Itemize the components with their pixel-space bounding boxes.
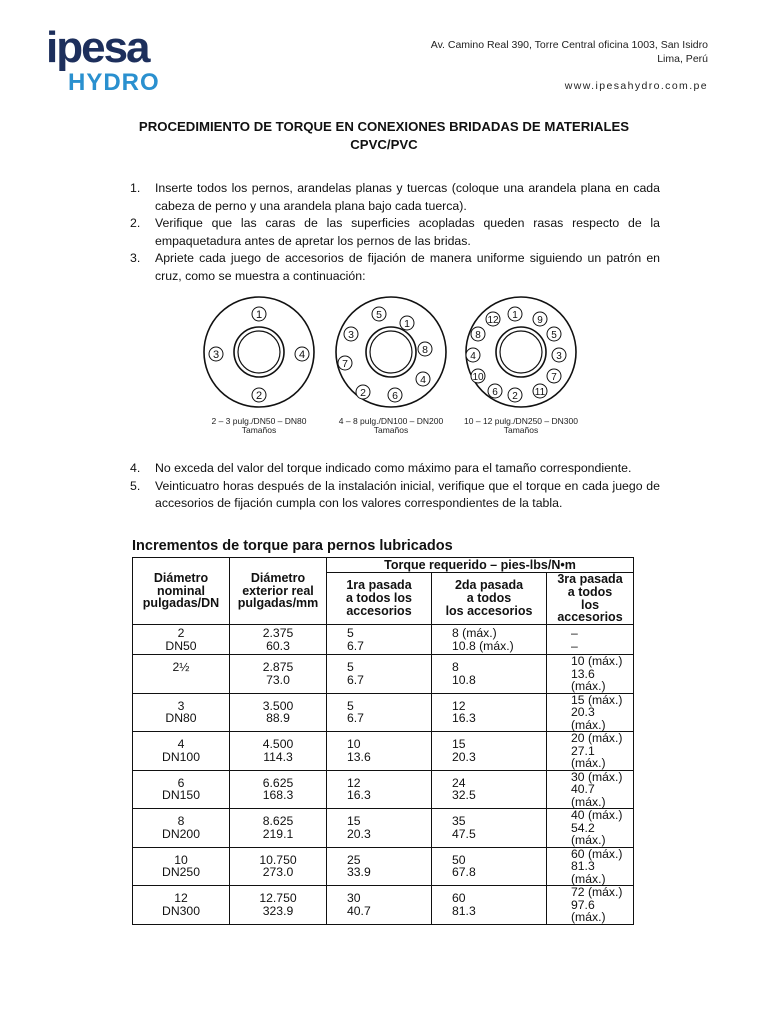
step-number: 3.	[130, 251, 141, 265]
cell-line: 13.6 (máx.)	[571, 666, 606, 694]
cell-line: 25	[347, 852, 361, 867]
flange-diagram-4-bolt	[196, 296, 322, 408]
cell-line: 81.3	[452, 903, 476, 918]
cell-line: DN80	[165, 711, 197, 726]
address-line-2: Lima, Perú	[657, 53, 708, 65]
figure-caption	[458, 417, 584, 435]
cell-line: 6.625	[262, 775, 294, 790]
bolt-label: 6	[492, 387, 498, 398]
step-number: 5.	[130, 478, 141, 493]
cell-line: 20.3	[452, 749, 476, 764]
bolt-label: 3	[556, 351, 562, 362]
company-logo	[46, 23, 176, 98]
table-cell	[547, 655, 634, 694]
table-row	[133, 655, 634, 694]
cell-line: 27.1 (máx.)	[571, 743, 606, 771]
header-line: 3ra pasada	[557, 572, 623, 586]
bolt-label: 1	[512, 310, 518, 321]
cell-line: 5	[347, 660, 354, 675]
cell-line: 8.625	[262, 814, 294, 829]
step-text: Veinticuatro horas después de la instalación inicial, verifique que el torque en cada juego de accesorios de fijación cumpla con los valores correspondientes de la tabla.	[155, 478, 660, 510]
header-outer-diameter	[230, 558, 327, 625]
cell-line: 40.7 (máx.)	[571, 782, 606, 809]
table-cell	[230, 732, 327, 771]
cell-line: 60.3	[266, 638, 290, 653]
cell-line: 8 (máx.)	[452, 626, 497, 641]
bolt-label: 10	[472, 372, 484, 383]
table-cell	[327, 770, 432, 809]
cell-line: 6.7	[347, 672, 364, 687]
bolt-label: 9	[537, 315, 543, 326]
header-line: a todos	[466, 591, 512, 606]
bolt-label: 2	[255, 390, 263, 402]
cell-line: 15	[347, 814, 361, 829]
header-line: 1ra pasada	[346, 578, 412, 593]
step-item	[130, 478, 660, 513]
table-cell	[547, 732, 634, 771]
cell-line: 10.8 (máx.)	[452, 638, 514, 653]
cell-line: 323.9	[262, 903, 294, 918]
header-line: pulgadas/DN	[142, 596, 220, 611]
table-cell	[133, 693, 230, 732]
caption-size: 10 – 12 pulg./DN250 – DN300	[464, 416, 578, 426]
caption-size: 2 – 3 pulg./DN50 – DN80	[211, 416, 307, 426]
cell-line: 13.6	[347, 749, 371, 764]
bolt-label: 7	[551, 372, 557, 383]
step-number: 2.	[130, 216, 141, 230]
table-cell	[327, 655, 432, 694]
cell-line: –	[571, 638, 578, 653]
cell-line: 12.750	[259, 891, 297, 906]
table-cell	[432, 732, 547, 771]
cell-line: 10.750	[259, 852, 297, 867]
header-third-pass	[547, 573, 634, 625]
bolt-label: 4	[470, 351, 476, 362]
step-item	[130, 215, 660, 250]
table-cell	[547, 847, 634, 886]
cell-line: 8	[452, 660, 459, 675]
caption-label: Tamaños	[241, 425, 277, 435]
cell-line: 16.3	[452, 711, 476, 726]
figure-caption	[196, 417, 322, 435]
logo-word-hydro: HYDRO	[68, 69, 160, 96]
cell-line: 24	[452, 775, 466, 790]
caption-size: 4 – 8 pulg./DN100 – DN200	[338, 416, 444, 426]
table-cell	[432, 847, 547, 886]
table-cell	[230, 847, 327, 886]
table-cell	[432, 625, 547, 655]
header-line: 2da pasada	[454, 578, 524, 593]
step-text: No exceda del valor del torque indicado como máximo para el tamaño correspondiente.	[155, 461, 632, 475]
table-cell	[547, 809, 634, 848]
cell-line: 2.875	[262, 660, 294, 675]
table-cell	[230, 655, 327, 694]
bolt-label: 3	[348, 329, 354, 341]
table-cell	[547, 886, 634, 925]
table-header-row	[133, 558, 634, 573]
step-item	[130, 460, 660, 478]
cell-line: 50	[452, 852, 466, 867]
steps-list-a	[130, 180, 660, 285]
cell-line: 60 (máx.)	[571, 846, 623, 861]
cell-line: 20.3	[347, 826, 371, 841]
table-cell	[432, 655, 547, 694]
cell-line: 60	[452, 891, 466, 906]
step-item	[130, 250, 660, 285]
table-cell	[133, 886, 230, 925]
cell-line: 10.8	[452, 672, 476, 687]
table-cell	[547, 770, 634, 809]
table-row	[133, 693, 634, 732]
bolt-label: 2	[360, 387, 366, 399]
table-cell	[547, 625, 634, 655]
step-number: 1.	[130, 181, 141, 195]
caption-label: Tamaños	[373, 425, 409, 435]
header-second-pass	[432, 573, 547, 625]
table-row	[133, 886, 634, 925]
header-line: Diámetro	[153, 570, 209, 585]
table-cell	[133, 809, 230, 848]
cell-line: 114.3	[263, 749, 293, 764]
cell-line: 40 (máx.)	[571, 808, 623, 823]
cell-line: 20.3 (máx.)	[571, 705, 606, 732]
cell-line: 6.7	[347, 711, 364, 726]
caption-label: Tamaños	[503, 425, 539, 435]
cell-line: 2	[177, 626, 185, 641]
bolt-label: 5	[551, 330, 557, 341]
cell-line: 30	[347, 891, 361, 906]
title-line-1: PROCEDIMIENTO DE TORQUE EN CONEXIONES BRIDADAS DE MATERIALES	[138, 119, 630, 134]
table-cell	[133, 770, 230, 809]
table-row	[133, 732, 634, 771]
step-item	[130, 180, 660, 215]
table-cell	[133, 732, 230, 771]
header-line: exterior real	[242, 583, 314, 598]
step-number: 4.	[130, 461, 141, 475]
cell-line: 3	[177, 698, 185, 713]
table-cell	[230, 809, 327, 848]
table-cell	[327, 886, 432, 925]
cell-line: 10	[347, 737, 361, 752]
cell-line: 72 (máx.)	[571, 885, 623, 900]
cell-line: 12	[452, 698, 466, 713]
cell-line: DN300	[162, 903, 200, 918]
cell-line: 47.5	[452, 826, 476, 841]
header-line: accesorios	[346, 603, 412, 618]
cell-line: 2½	[172, 660, 190, 675]
company-website: www.ipesahydro.com.pe	[564, 80, 708, 92]
cell-line: 219.1	[262, 826, 294, 841]
table-title: Incrementos de torque para pernos lubricados	[132, 538, 453, 554]
table-cell	[432, 770, 547, 809]
logo-word-ipesa: ipesa	[46, 23, 149, 72]
table-cell	[432, 886, 547, 925]
cell-line: 10 (máx.)	[571, 654, 623, 669]
bolt-label: 1	[404, 318, 410, 330]
table-cell	[230, 693, 327, 732]
cell-line: 5	[347, 626, 354, 641]
cell-line: 273.0	[262, 865, 294, 880]
table-cell	[547, 693, 634, 732]
header-nominal-diameter	[133, 558, 230, 625]
cell-line: 12	[174, 891, 188, 906]
cell-line: 88.9	[266, 711, 290, 726]
step-text: Inserte todos los pernos, arandelas planas y tuercas (coloque una arandela plana en cada cabeza de perno y una arandela plana bajo cada tuerca).	[155, 181, 660, 213]
company-address	[431, 38, 708, 66]
figure-caption	[328, 417, 454, 435]
cell-line: 16.3	[347, 788, 371, 803]
table-row	[133, 847, 634, 886]
table-cell	[230, 625, 327, 655]
table-cell	[327, 809, 432, 848]
header-line: a todos	[567, 584, 613, 599]
flange-diagram-12-bolt	[458, 296, 584, 408]
cell-line: –	[571, 626, 578, 641]
bolt-label: 8	[422, 344, 428, 356]
cell-line: 6.7	[347, 638, 364, 653]
cell-line: 6	[177, 775, 185, 790]
step-text: Apriete cada juego de accesorios de fijación de manera uniforme siguiendo un patrón en cruz, como se muestra a continuación:	[155, 251, 660, 283]
bolt-label: 4	[420, 374, 426, 386]
cell-line: 20 (máx.)	[571, 731, 623, 746]
table-cell	[230, 886, 327, 925]
cell-line: DN250	[162, 865, 200, 880]
cell-line: DN50	[165, 638, 197, 653]
table-cell	[432, 693, 547, 732]
header-line: nominal	[157, 583, 205, 598]
header-line: los accesorios	[445, 603, 533, 618]
cell-line: 33.9	[347, 865, 371, 880]
cell-line: 30 (máx.)	[571, 769, 623, 784]
table-cell	[133, 655, 230, 694]
cell-line: 12	[347, 775, 361, 790]
bolt-pattern-diagrams	[196, 296, 586, 441]
cell-line: 10	[174, 852, 188, 867]
cell-line: 8	[177, 814, 185, 829]
table-cell	[327, 625, 432, 655]
table-cell	[230, 770, 327, 809]
bolt-label: 1	[255, 309, 263, 321]
header-line: Diámetro	[250, 570, 306, 585]
table-row	[133, 770, 634, 809]
cell-line: 73.0	[266, 672, 290, 687]
cell-line: 81.3 (máx.)	[571, 859, 606, 886]
bolt-label: 6	[392, 390, 398, 402]
cell-line: 15 (máx.)	[571, 692, 623, 707]
bolt-label: 5	[376, 309, 382, 321]
header-line: a todos los	[346, 591, 412, 606]
cell-line: 32.5	[452, 788, 476, 803]
bolt-label: 2	[512, 391, 518, 402]
table-cell	[327, 847, 432, 886]
bolt-label: 3	[212, 349, 220, 361]
table-cell	[327, 732, 432, 771]
table-cell	[133, 625, 230, 655]
bolt-label: 8	[475, 330, 481, 341]
cell-line: 168.3	[262, 788, 294, 803]
cell-line: 2.375	[262, 626, 294, 641]
table-cell	[327, 693, 432, 732]
cell-line	[137, 674, 225, 687]
document-title	[0, 118, 768, 154]
torque-table	[132, 557, 634, 925]
table-row	[133, 625, 634, 655]
bolt-label: 12	[487, 315, 499, 326]
cell-line: 35	[452, 814, 466, 829]
cell-line: 3.500	[262, 698, 294, 713]
table-cell	[133, 847, 230, 886]
header-required-torque: Torque requerido – pies-lbs/N•m	[327, 558, 634, 573]
table-cell	[432, 809, 547, 848]
flange-diagram-8-bolt	[328, 296, 454, 408]
cell-line: 4	[177, 737, 185, 752]
cell-line: 97.6 (máx.)	[571, 897, 606, 925]
cell-line: DN100	[162, 749, 200, 764]
bolt-label: 7	[342, 358, 348, 370]
address-line-1: Av. Camino Real 390, Torre Central oficina 1003, San Isidro	[430, 39, 708, 51]
cell-line: 15	[452, 737, 466, 752]
bolt-label: 11	[534, 387, 546, 398]
cell-line: 67.8	[452, 865, 476, 880]
header-line: pulgadas/mm	[237, 596, 319, 611]
table-row	[133, 809, 634, 848]
cell-line: 40.7	[347, 903, 371, 918]
cell-line: DN200	[162, 826, 200, 841]
steps-list-b	[130, 460, 660, 513]
cell-line: 4.500	[262, 737, 294, 752]
step-text: Verifique que las caras de las superficies acopladas queden rasas respecto de la empaquetadura antes de apretar los pernos de las bridas.	[155, 216, 660, 248]
title-line-2: CPVC/PVC	[350, 137, 418, 152]
cell-line: DN150	[162, 788, 200, 803]
cell-line: 54.2 (máx.)	[571, 820, 606, 848]
header-line: los accesorios	[557, 597, 623, 625]
cell-line: 5	[347, 698, 354, 713]
bolt-label: 4	[298, 349, 306, 361]
table-body	[133, 625, 634, 925]
header-first-pass	[327, 573, 432, 625]
